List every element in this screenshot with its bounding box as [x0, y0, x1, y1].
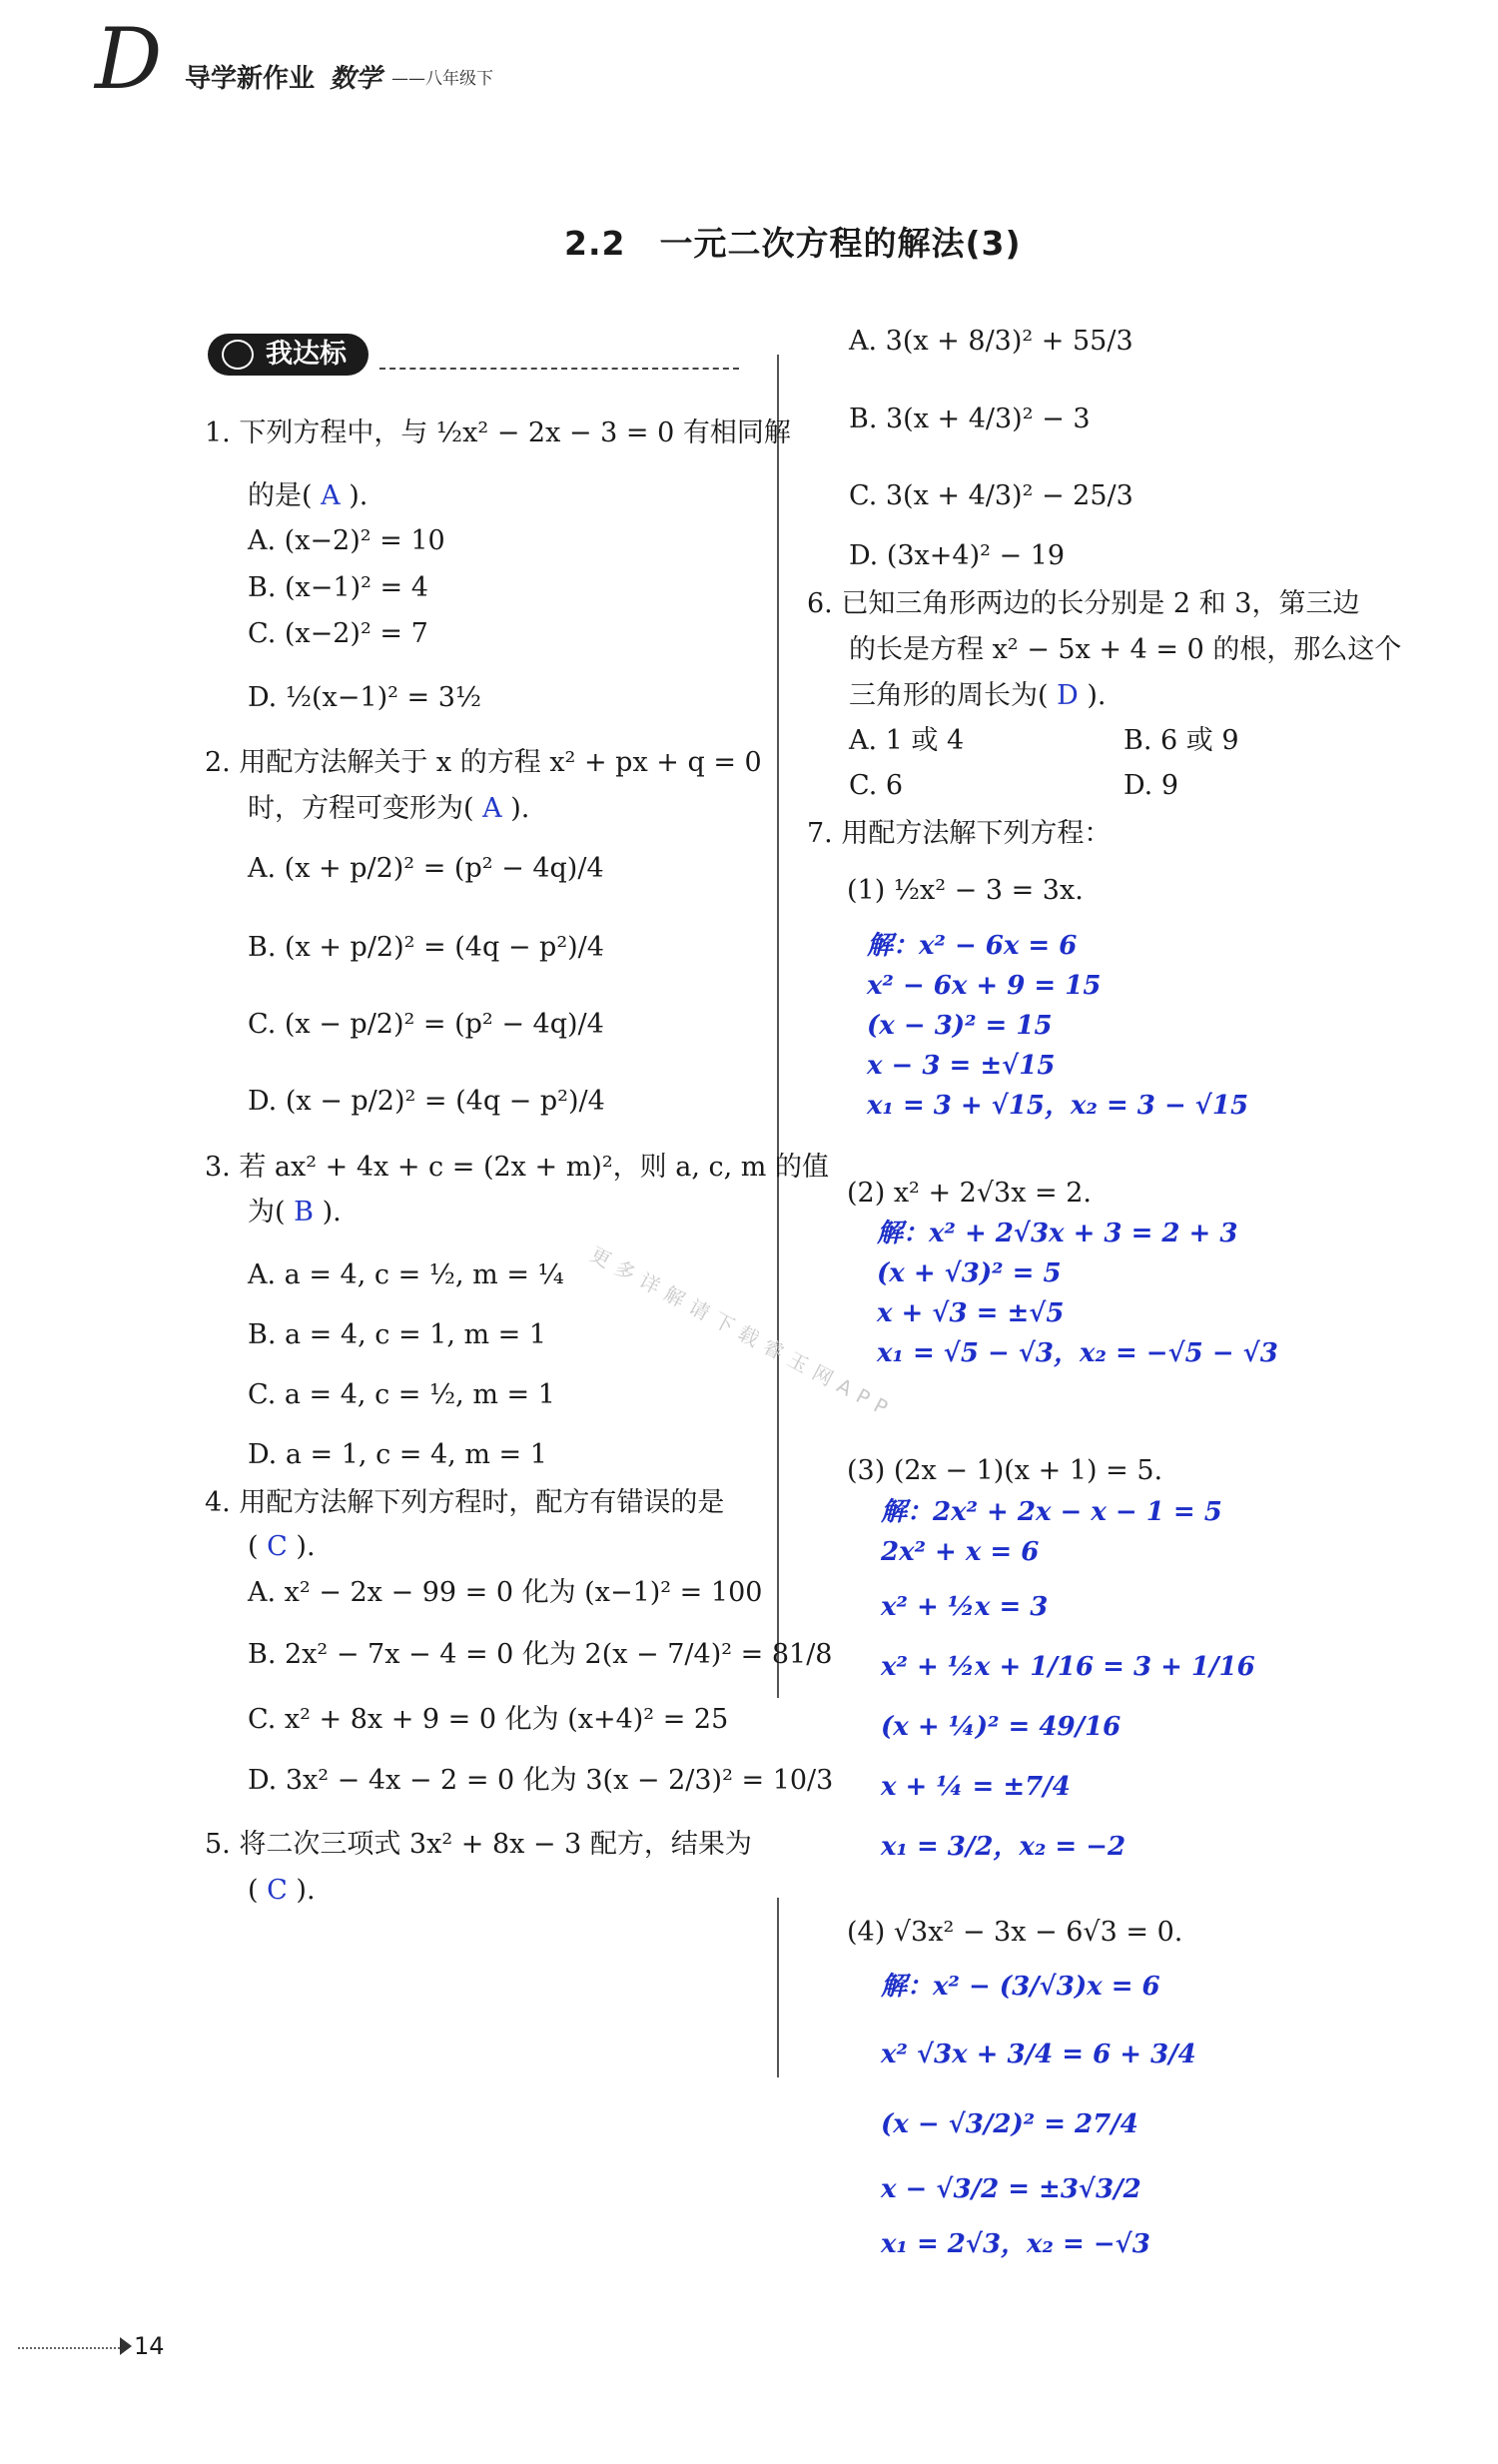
- q4-option-b: B. 2x² − 7x − 4 = 0 化为 2(x − 7/4)² = 81/8: [248, 1639, 833, 1670]
- series-name: 导学新作业: [185, 64, 316, 94]
- q7-part1-step: 解：x² − 6x = 6: [867, 931, 1078, 961]
- q6-stem-cont2: 三角形的周长为( D ).: [849, 680, 1107, 711]
- q6-stem: 6. 已知三角形两边的长分别是 2 和 3，第三边: [807, 588, 1360, 619]
- q7-part1-label: (1) ½x² − 3 = 3x.: [847, 875, 1084, 906]
- q1-answer: A: [321, 480, 341, 511]
- q7-part4-step: (x − √3/2)² = 27/4: [881, 2109, 1138, 2139]
- q7-part2-step: (x + √3)² = 5: [877, 1258, 1062, 1288]
- q4-option-a: A. x² − 2x − 99 = 0 化为 (x−1)² = 100: [248, 1577, 763, 1608]
- q5-stem: 5. 将二次三项式 3x² + 8x − 3 配方，结果为: [205, 1829, 752, 1860]
- divider: [379, 368, 739, 370]
- subject-name: 数学: [330, 64, 382, 94]
- q3-option-b: B. a = 4, c = 1, m = 1: [248, 1319, 547, 1350]
- q1-option-c: C. (x−2)² = 7: [248, 618, 428, 649]
- q7-part2-label: (2) x² + 2√3x = 2.: [847, 1178, 1093, 1209]
- q2-answer: A: [482, 793, 502, 824]
- q6-answer: D: [1057, 680, 1079, 711]
- q2-option-a: A. (x + p/2)² = (p² − 4q)/4: [248, 853, 604, 884]
- section-title: 2.2 一元二次方程的解法(3): [564, 224, 1022, 263]
- q7-part3-step: x + ¼ = ±7/4: [881, 1772, 1071, 1802]
- q1-option-d: D. ½(x−1)² = 3½: [248, 682, 482, 713]
- q7-part2-step: 解：x² + 2√3x + 3 = 2 + 3: [877, 1219, 1238, 1248]
- q6-option-d: D. 9: [1124, 770, 1179, 801]
- footer-rule: [18, 2347, 128, 2349]
- q2-stem-cont: 时，方程可变形为( A ).: [248, 793, 530, 824]
- q7-part4-label: (4) √3x² − 3x − 6√3 = 0.: [847, 1917, 1183, 1948]
- q2-option-c: C. (x − p/2)² = (p² − 4q)/4: [248, 1009, 604, 1040]
- q6-option-a: A. 1 或 4: [849, 725, 965, 756]
- q7-part3-step: (x + ¼)² = 49/16: [881, 1712, 1122, 1742]
- q3-answer: B: [294, 1197, 314, 1228]
- q6-stem-cont: 的长是方程 x² − 5x + 4 = 0 的根，那么这个: [849, 634, 1402, 665]
- q6-option-c: C. 6: [849, 770, 904, 801]
- q1-option-a: A. (x−2)² = 10: [248, 525, 445, 556]
- q7-part1-step: (x − 3)² = 15: [867, 1011, 1053, 1041]
- q6-option-b: B. 6 或 9: [1124, 725, 1239, 756]
- q5-option-a: A. 3(x + 8/3)² + 55/3: [849, 326, 1133, 357]
- q2-option-b: B. (x + p/2)² = (4q − p²)/4: [248, 932, 604, 963]
- q1-option-b: B. (x−1)² = 4: [248, 572, 428, 603]
- q7-part4-step: x₁ = 2√3，x₂ = −√3: [881, 2229, 1150, 2259]
- runner-icon: [222, 340, 254, 370]
- q3-stem-cont: 为( B ).: [248, 1197, 342, 1228]
- badge-label: 我达标: [266, 339, 347, 370]
- q2-option-d: D. (x − p/2)² = (4q − p²)/4: [248, 1086, 605, 1117]
- q5-option-c: C. 3(x + 4/3)² − 25/3: [849, 480, 1133, 511]
- q7-part4-step: x² √3x + 3/4 = 6 + 3/4: [881, 2040, 1196, 2069]
- watermark: 更多详解请下载睿玉网APP: [585, 1241, 899, 1424]
- q3-option-d: D. a = 1, c = 4, m = 1: [248, 1439, 547, 1470]
- q4-option-c: C. x² + 8x + 9 = 0 化为 (x+4)² = 25: [248, 1704, 729, 1735]
- q7-part1-step: x² − 6x + 9 = 15: [867, 971, 1102, 1001]
- q5-answer: C: [267, 1875, 288, 1906]
- q7-part3-step: 解：2x² + 2x − x − 1 = 5: [881, 1497, 1222, 1527]
- q7-part4-step: 解：x² − (3/√3)x = 6: [881, 1972, 1160, 2002]
- q5-stem-cont: ( C ).: [248, 1875, 316, 1906]
- q5-option-b: B. 3(x + 4/3)² − 3: [849, 404, 1091, 434]
- section-badge: [208, 334, 369, 376]
- q7-part3-label: (3) (2x − 1)(x + 1) = 5.: [847, 1455, 1163, 1486]
- column-divider-lower: [777, 1898, 779, 2077]
- q3-option-a: A. a = 4, c = ½, m = ¼: [248, 1259, 564, 1290]
- q4-stem: 4. 用配方法解下列方程时，配方有错误的是: [205, 1487, 725, 1518]
- q3-stem: 3. 若 ax² + 4x + c = (2x + m)²，则 a, c, m 的值: [205, 1152, 829, 1183]
- q7-part3-step: x² + ½x + 1/16 = 3 + 1/16: [881, 1652, 1255, 1682]
- column-divider: [777, 355, 779, 1698]
- q7-part1-step: x − 3 = ±√15: [867, 1051, 1056, 1081]
- q4-option-d: D. 3x² − 4x − 2 = 0 化为 3(x − 2/3)² = 10/3: [248, 1765, 834, 1796]
- q7-part2-step: x + √3 = ±√5: [877, 1298, 1065, 1328]
- q4-stem-cont: ( C ).: [248, 1531, 316, 1562]
- grade-label: ——八年级下: [391, 69, 493, 89]
- q7-part3-step: 2x² + x = 6: [881, 1537, 1040, 1567]
- q4-answer: C: [267, 1531, 288, 1562]
- page-number: 14: [134, 2332, 165, 2360]
- q7-stem: 7. 用配方法解下列方程：: [807, 818, 1112, 849]
- q1-stem: 1. 下列方程中，与 ½x² − 2x − 3 = 0 有相同解: [205, 417, 791, 448]
- q5-option-d: D. (3x+4)² − 19: [849, 540, 1066, 571]
- arrow-icon: [120, 2337, 132, 2355]
- logo-letter: D: [95, 10, 163, 108]
- q7-part3-step: x₁ = 3/2，x₂ = −2: [881, 1832, 1126, 1862]
- q2-stem: 2. 用配方法解关于 x 的方程 x² + px + q = 0: [205, 747, 762, 778]
- q7-part4-step: x − √3/2 = ±3√3/2: [881, 2174, 1141, 2204]
- q7-part2-step: x₁ = √5 − √3，x₂ = −√5 − √3: [877, 1338, 1278, 1368]
- q7-part3-step: x² + ½x = 3: [881, 1592, 1049, 1622]
- q7-part1-step: x₁ = 3 + √15，x₂ = 3 − √15: [867, 1091, 1249, 1121]
- q1-stem-cont: 的是( A ).: [248, 480, 369, 511]
- q3-option-c: C. a = 4, c = ½, m = 1: [248, 1379, 555, 1410]
